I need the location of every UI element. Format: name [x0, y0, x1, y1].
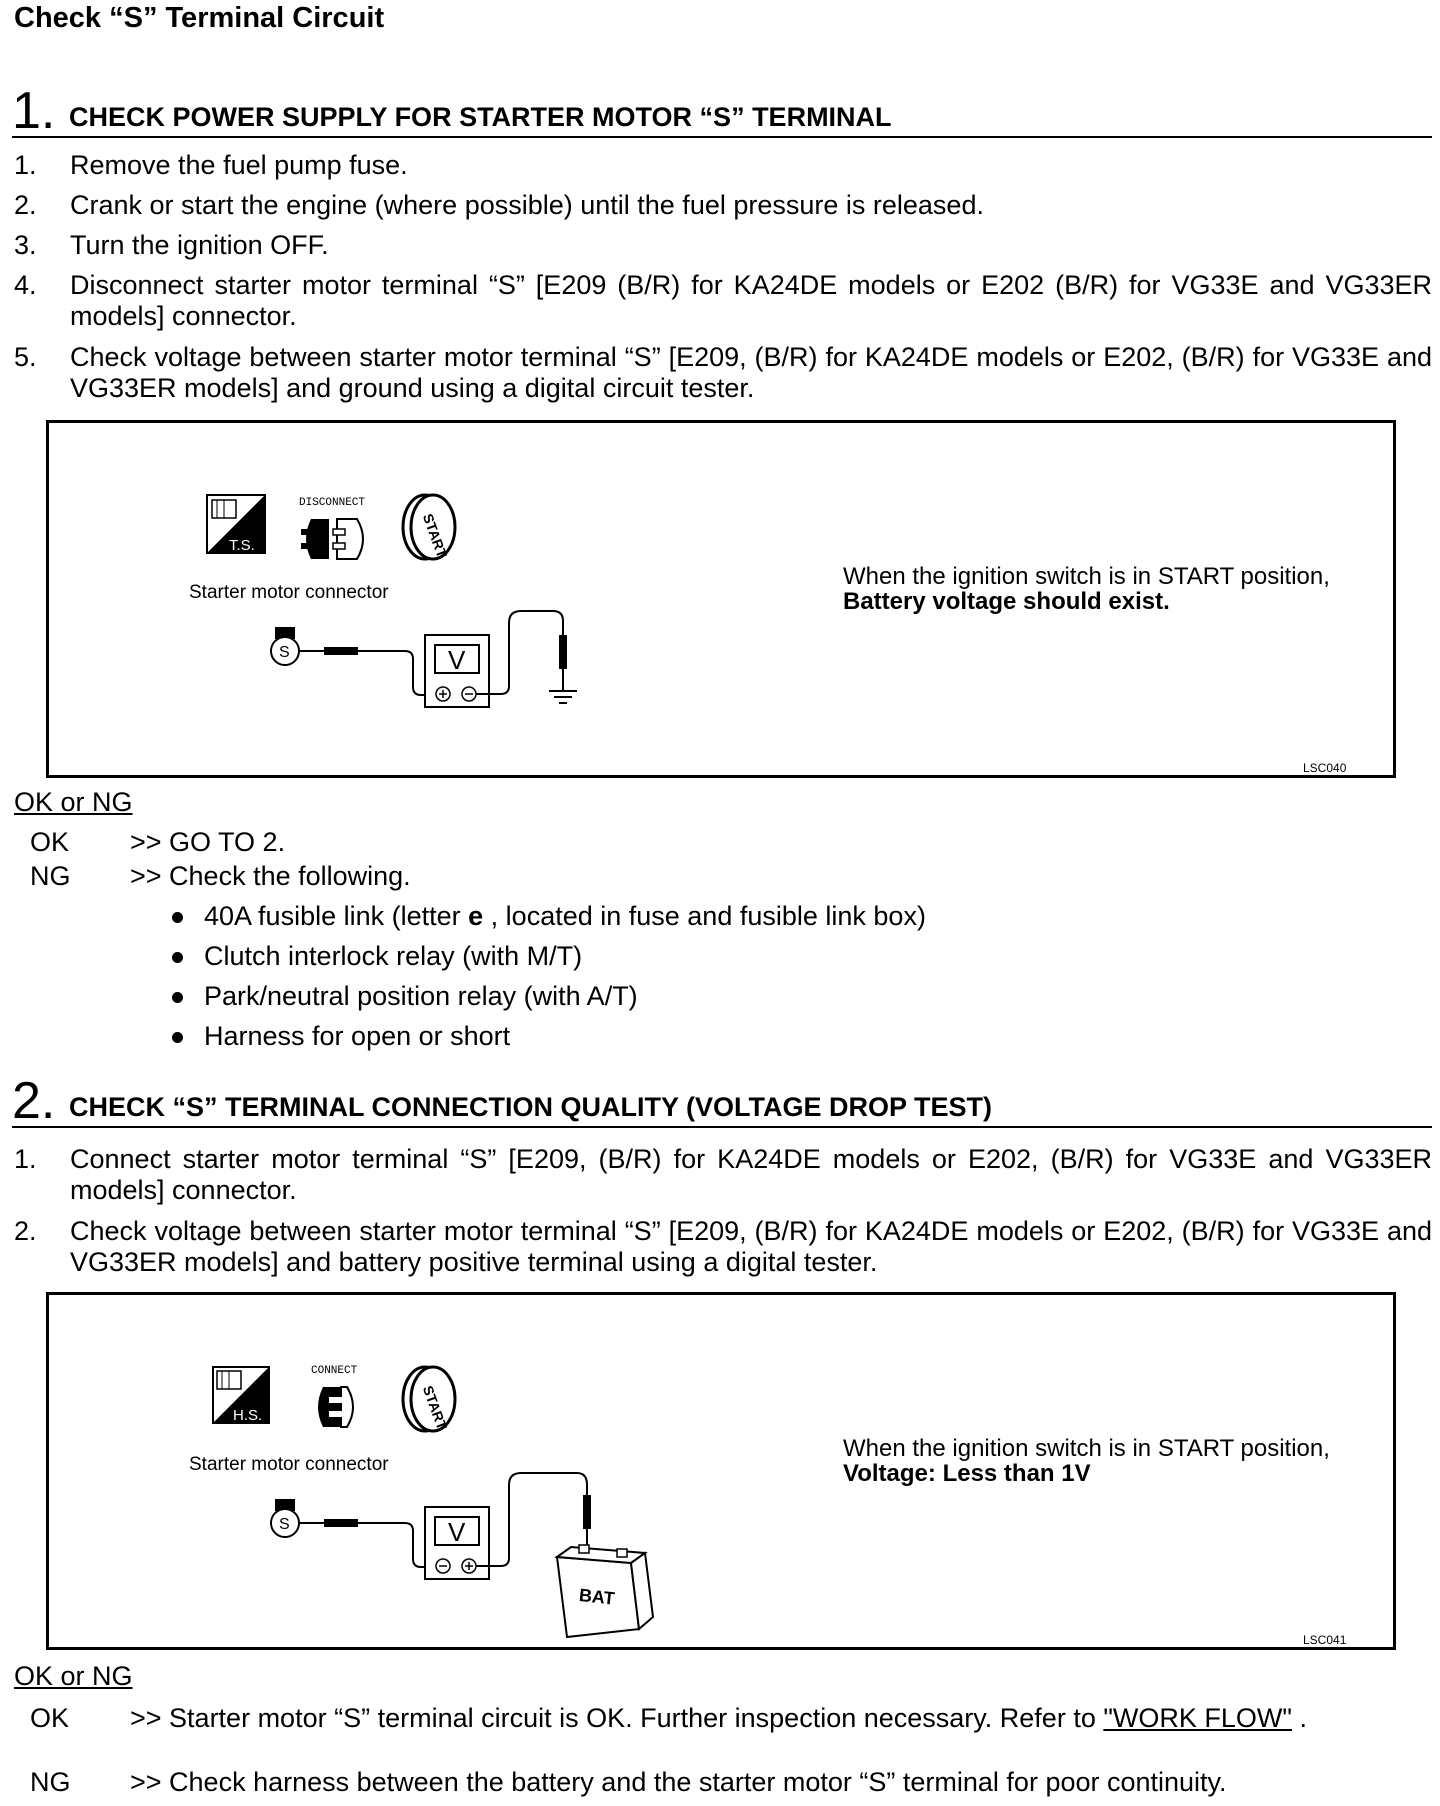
ng-action: >> Check the following.: [130, 861, 411, 891]
connect-label: CONNECT: [311, 1365, 358, 1377]
item-text: Check voltage between starter motor terminal “S” [E209, (B/R) for KA24DE models or E202, (B/R) for VG33E and VG33ER models] and ground using a digital circuit tester.: [70, 342, 1432, 403]
svg-text:S: S: [279, 1516, 290, 1533]
step-2-header: [12, 1072, 1432, 1130]
tester-icon: [207, 495, 265, 554]
item-text: Disconnect starter motor terminal “S” [E209 (B/R) for KA24DE models or E202 (B/R) for VG33E and VG33ER models] connector.: [70, 270, 1432, 331]
battery-icon: [557, 1545, 653, 1637]
ignition-start-icon: [403, 495, 455, 560]
terminal-s: [271, 1499, 299, 1537]
item-number: 1.: [14, 150, 37, 180]
list-item: [14, 342, 1432, 404]
ok-action: >> Starter motor “S” terminal circuit is OK. Further inspection necessary. Refer to: [130, 1703, 1104, 1733]
voltmeter: [425, 635, 489, 707]
fig-note-line2: Battery voltage should exist.: [843, 588, 1170, 615]
fig-note-line2: Voltage: Less than 1V: [843, 1460, 1091, 1487]
bullet-dot: [172, 1032, 183, 1043]
item-number: 2.: [14, 190, 37, 220]
svg-text:S: S: [279, 644, 290, 661]
step-heading: CHECK “S” TERMINAL CONNECTION QUALITY (VOLTAGE DROP TEST): [69, 1092, 993, 1122]
ok-key: OK: [30, 1703, 70, 1733]
wiring-diagram: [49, 423, 1393, 775]
ok-result-row: OK >> Starter motor “S” terminal circuit is OK. Further inspection necessary. Refer to "WORK FLOW" .: [30, 1703, 1308, 1733]
ng-result-row: [0, 1766, 1440, 1798]
list-item: [14, 190, 1432, 221]
step-number: 1.: [12, 82, 56, 140]
list-item: [14, 1144, 1432, 1206]
wiring-diagram: [49, 1295, 1393, 1647]
item-text: Crank or start the engine (where possible) until the fuel pressure is released.: [70, 190, 984, 220]
item-number: 4.: [14, 270, 37, 300]
item-number: 2.: [14, 1216, 37, 1246]
svg-text:V: V: [448, 1517, 466, 1547]
hs-label: H.S.: [233, 1407, 263, 1424]
figure-code: LSC041: [1303, 1633, 1347, 1647]
terminal-s: [271, 627, 299, 665]
list-item: [14, 150, 1432, 181]
page-title: Check “S” Terminal Circuit: [14, 2, 385, 34]
figure-voltage-drop-test: [46, 1292, 1396, 1650]
ok-result-row: [0, 826, 1440, 858]
tester-icon: [213, 1367, 269, 1424]
ground-icon: [549, 691, 577, 703]
voltmeter: [425, 1507, 489, 1579]
item-number: 5.: [14, 342, 37, 372]
item-text: Turn the ignition OFF.: [70, 230, 329, 260]
disconnect-label: DISCONNECT: [299, 497, 366, 509]
ok-key: OK: [30, 827, 70, 857]
list-item: [14, 270, 1432, 332]
figure-voltage-test: [46, 420, 1396, 778]
fig-note-line1: When the ignition switch is in START position,: [843, 1435, 1330, 1462]
start-label: START: [419, 511, 451, 560]
item-number: 1.: [14, 1144, 37, 1174]
list-item: [14, 230, 1432, 261]
item-text: Remove the fuel pump fuse.: [70, 150, 408, 180]
step-number: 2.: [12, 1072, 56, 1130]
ng-key: NG: [30, 861, 71, 891]
ok-or-ng-label: OK or NG: [14, 1661, 133, 1691]
step-1-header: [12, 82, 1432, 140]
start-label: START: [419, 1383, 451, 1432]
fig-note-line1: When the ignition switch is in START position,: [843, 563, 1330, 590]
bullet-dot: [172, 952, 183, 963]
connector-label: Starter motor connector: [189, 582, 389, 603]
connector-label: Starter motor connector: [189, 1454, 389, 1475]
bullet-dot: [172, 992, 183, 1003]
ng-key: NG: [30, 1767, 71, 1797]
item-number: 3.: [14, 230, 37, 260]
item-text: Connect starter motor terminal “S” [E209, (B/R) for KA24DE models or E202, (B/R) for VG33E and VG33ER models] connector.: [70, 1144, 1432, 1205]
work-flow-link[interactable]: "WORK FLOW": [1103, 1703, 1293, 1733]
ok-or-ng-label: OK or NG: [14, 787, 133, 817]
svg-text:V: V: [448, 645, 466, 675]
figure-code: LSC040: [1303, 761, 1347, 775]
list-item: [14, 1216, 1432, 1278]
ignition-start-icon: [403, 1367, 455, 1432]
battery-label: BAT: [578, 1584, 616, 1609]
ok-action: >> GO TO 2.: [130, 827, 286, 857]
ng-action: >> Check harness between the battery and the starter motor “S” terminal for poor continuity.: [130, 1767, 1227, 1797]
connect-icon: [311, 1365, 358, 1427]
ts-label: T.S.: [229, 537, 255, 554]
step-heading: CHECK POWER SUPPLY FOR STARTER MOTOR “S” TERMINAL: [69, 102, 892, 132]
bullet-dot: [172, 912, 183, 923]
ng-result-row: [0, 860, 1440, 892]
item-text: Check voltage between starter motor terminal “S” [E209, (B/R) for KA24DE models or E202, (B/R) for VG33E and VG33ER models] and battery positive terminal using a digital tester.: [70, 1216, 1432, 1277]
disconnect-icon: [299, 497, 365, 559]
